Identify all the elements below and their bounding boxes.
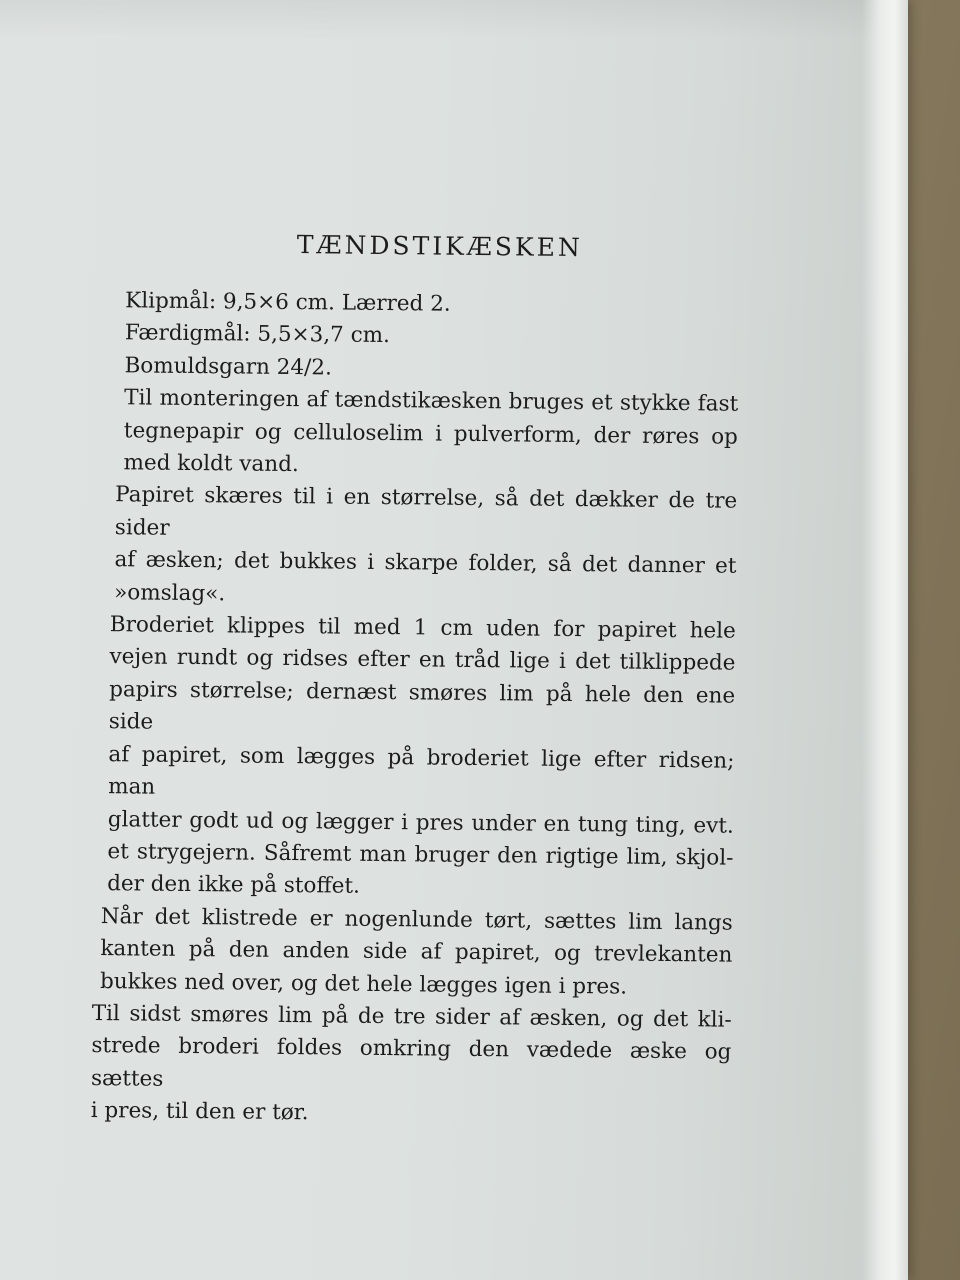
paragraph-3-line-6: et strygejern. Såfremt man bruger den rigtige lim, skjol-: [107, 839, 734, 871]
paragraph-1-line-1: Til monteringen af tændstikæsken bruges et stykke fast: [124, 385, 739, 417]
page-top-shadow: [0, 0, 905, 40]
paragraph-1-line-3: med koldt vand.: [123, 450, 299, 478]
paragraph-2-line-2: af æsken; det bukkes i skarpe folder, så det danner et: [114, 547, 737, 579]
paragraph-3-line-1: Broderiet klippes til med 1 cm uden for papiret hele: [109, 612, 736, 644]
paragraph-5-line-1: Til sidst smøres lim på de tre sider af æsken, og det kli-: [91, 1000, 732, 1033]
paragraph-4-line-3: bukkes ned over, og det hele lægges igen i pres.: [99, 968, 628, 1000]
spec-line-yarn: Bomuldsgarn 24/2.: [124, 353, 332, 381]
page-edge: [862, 0, 908, 1280]
paragraph-1-line-2: tegnepapir og celluloselim i pulverform, der røres op: [123, 417, 738, 450]
paragraph-3-line-4: af papiret, som lægges på broderiet lige efter ridsen; man: [108, 741, 735, 800]
paragraph-4-line-2: kanten på den anden side af papiret, og trevlekanten: [100, 936, 733, 968]
paragraph-3-line-3: papirs størrelse; dernæst smøres lim på hele den ene side: [108, 676, 736, 735]
paragraph-3-line-5: glatter godt ud og lægger i pres under en tung ting, evt.: [107, 806, 734, 839]
paragraph-5-line-3: i pres, til den er tør.: [90, 1098, 309, 1126]
paragraph-2-line-3: »omslag«.: [114, 579, 226, 606]
spec-line-cut-size: Klipmål: 9,5×6 cm. Lærred 2.: [125, 288, 451, 317]
text-block: [91, 228, 740, 1134]
page-title: TÆNDSTIKÆSKEN: [296, 230, 583, 263]
paragraph-4-line-1: Når det klistrede er nogenlunde tørt, sættes lim langs: [100, 903, 733, 936]
paragraph-2-line-1: Papiret skæres til i en størrelse, så det dækker de tre sider: [114, 482, 738, 541]
paragraph-3-line-7: der den ikke på stoffet.: [107, 871, 361, 900]
paragraph-5-line-2: strede broderi foldes omkring den vædede æske og sættes: [90, 1033, 732, 1092]
spec-line-finished-size: Færdigmål: 5,5×3,7 cm.: [124, 320, 391, 349]
paragraph-3-line-2: vejen rundt og ridses efter en tråd lige i det tilklippede: [109, 644, 736, 677]
